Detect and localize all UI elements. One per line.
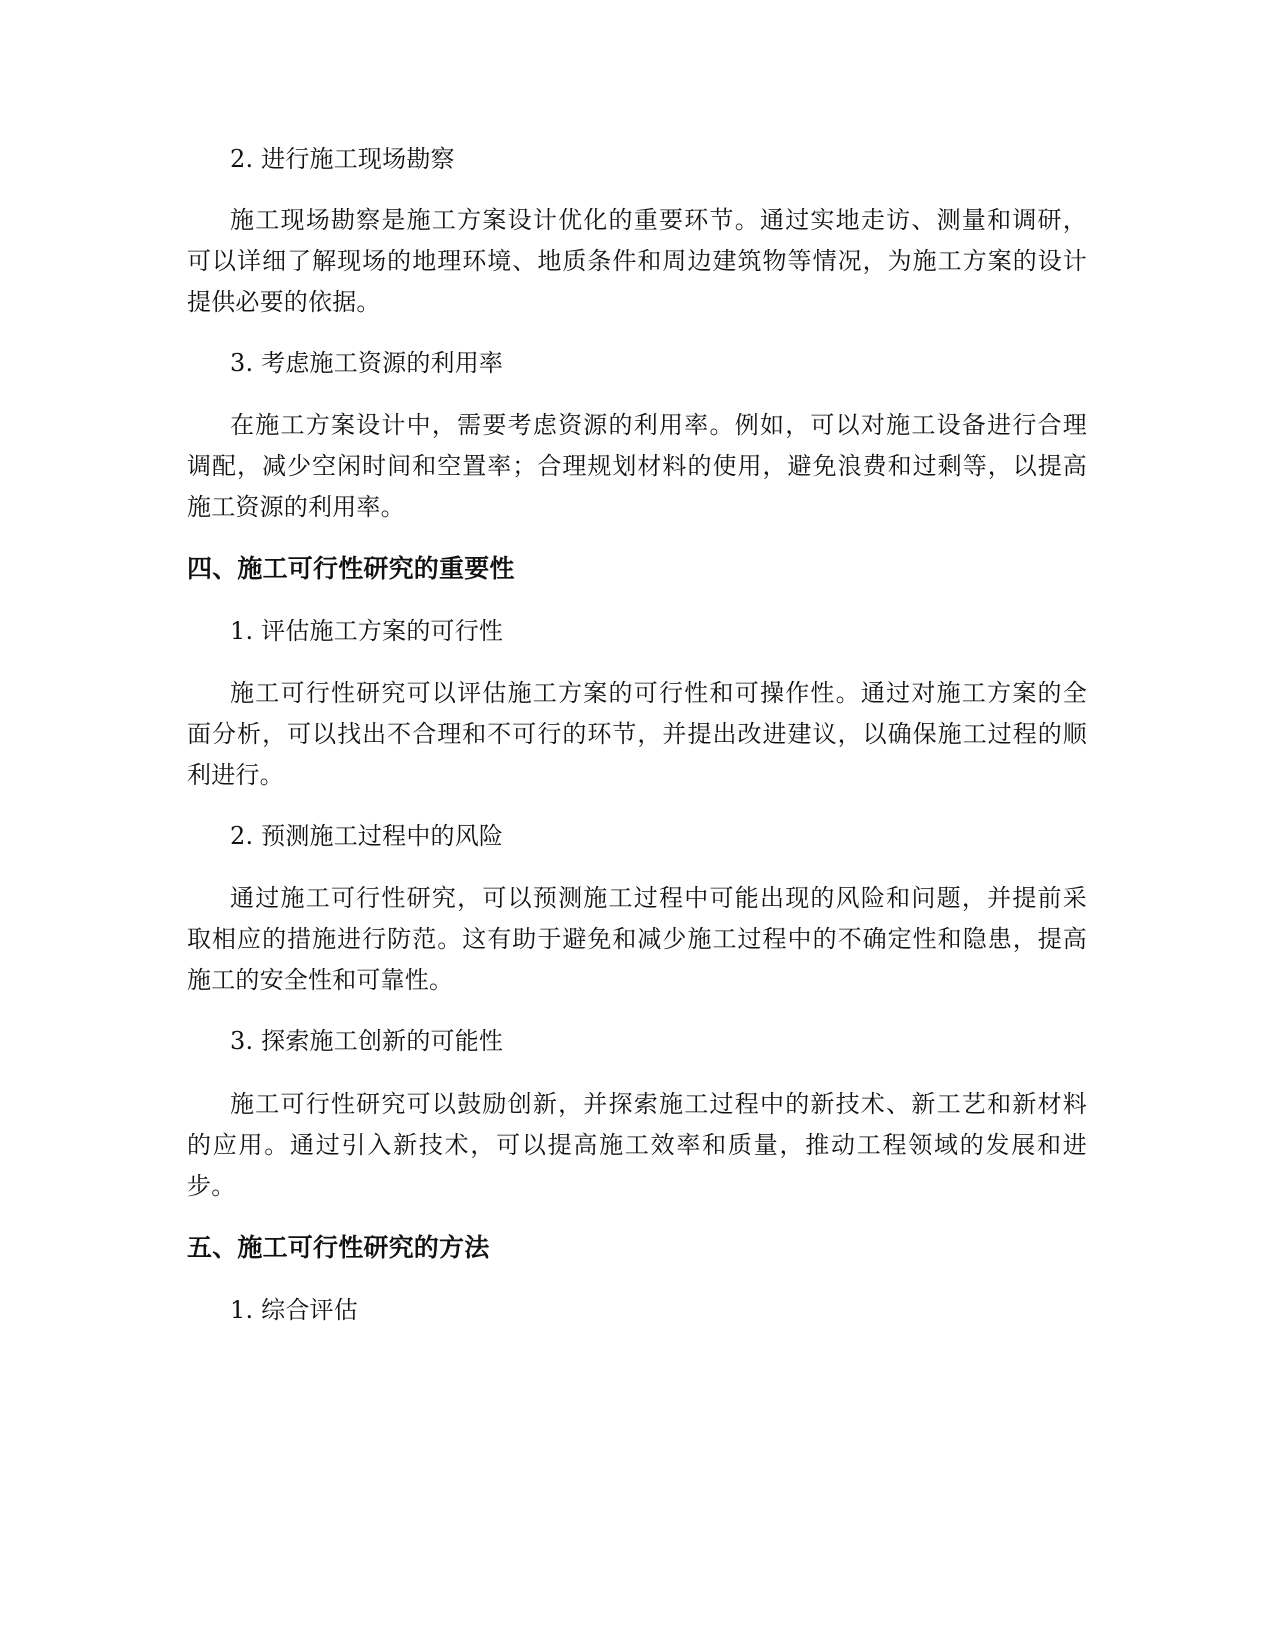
paragraph-line: 的应用。通过引入新技术，可以提高施工效率和质量，推动工程领域的发展和进: [187, 1131, 1087, 1159]
paragraph-line: 施工现场勘察是施工方案设计优化的重要环节。通过实地走访、测量和调研，: [230, 206, 1087, 234]
paragraph-line: 可以详细了解现场的地理环境、地质条件和周边建筑物等情况，为施工方案的设计: [187, 247, 1087, 275]
subheading-4-2: 2. 预测施工过程中的风险: [230, 822, 504, 850]
paragraph-line: 提供必要的依据。: [187, 288, 381, 316]
subheading-site-survey: 2. 进行施工现场勘察: [230, 145, 455, 173]
paragraph-line: 步。: [187, 1172, 236, 1200]
paragraph-line: 调配，减少空闲时间和空置率；合理规划材料的使用，避免浪费和过剩等，以提高: [187, 452, 1087, 480]
paragraph-line: 施工资源的利用率。: [187, 493, 405, 521]
paragraph-line: 施工可行性研究可以鼓励创新，并探索施工过程中的新技术、新工艺和新材料: [230, 1090, 1087, 1118]
subheading-resource-utilization: 3. 考虑施工资源的利用率: [230, 349, 504, 377]
paragraph-line: 施工的安全性和可靠性。: [187, 966, 454, 994]
section-heading-4: 四、施工可行性研究的重要性: [187, 554, 515, 583]
subheading-4-1: 1. 评估施工方案的可行性: [230, 617, 504, 645]
subheading-4-3: 3. 探索施工创新的可能性: [230, 1027, 504, 1055]
section-heading-5: 五、施工可行性研究的方法: [187, 1233, 490, 1262]
paragraph-line: 利进行。: [187, 761, 284, 789]
paragraph-line: 通过施工可行性研究，可以预测施工过程中可能出现的风险和问题，并提前采: [230, 884, 1087, 912]
paragraph-line: 在施工方案设计中，需要考虑资源的利用率。例如，可以对施工设备进行合理: [230, 411, 1087, 439]
paragraph-line: 取相应的措施进行防范。这有助于避免和减少施工过程中的不确定性和隐患，提高: [187, 925, 1087, 953]
paragraph-line: 施工可行性研究可以评估施工方案的可行性和可操作性。通过对施工方案的全: [230, 679, 1087, 707]
subheading-5-1: 1. 综合评估: [230, 1296, 358, 1324]
paragraph-line: 面分析，可以找出不合理和不可行的环节，并提出改进建议，以确保施工过程的顺: [187, 720, 1087, 748]
